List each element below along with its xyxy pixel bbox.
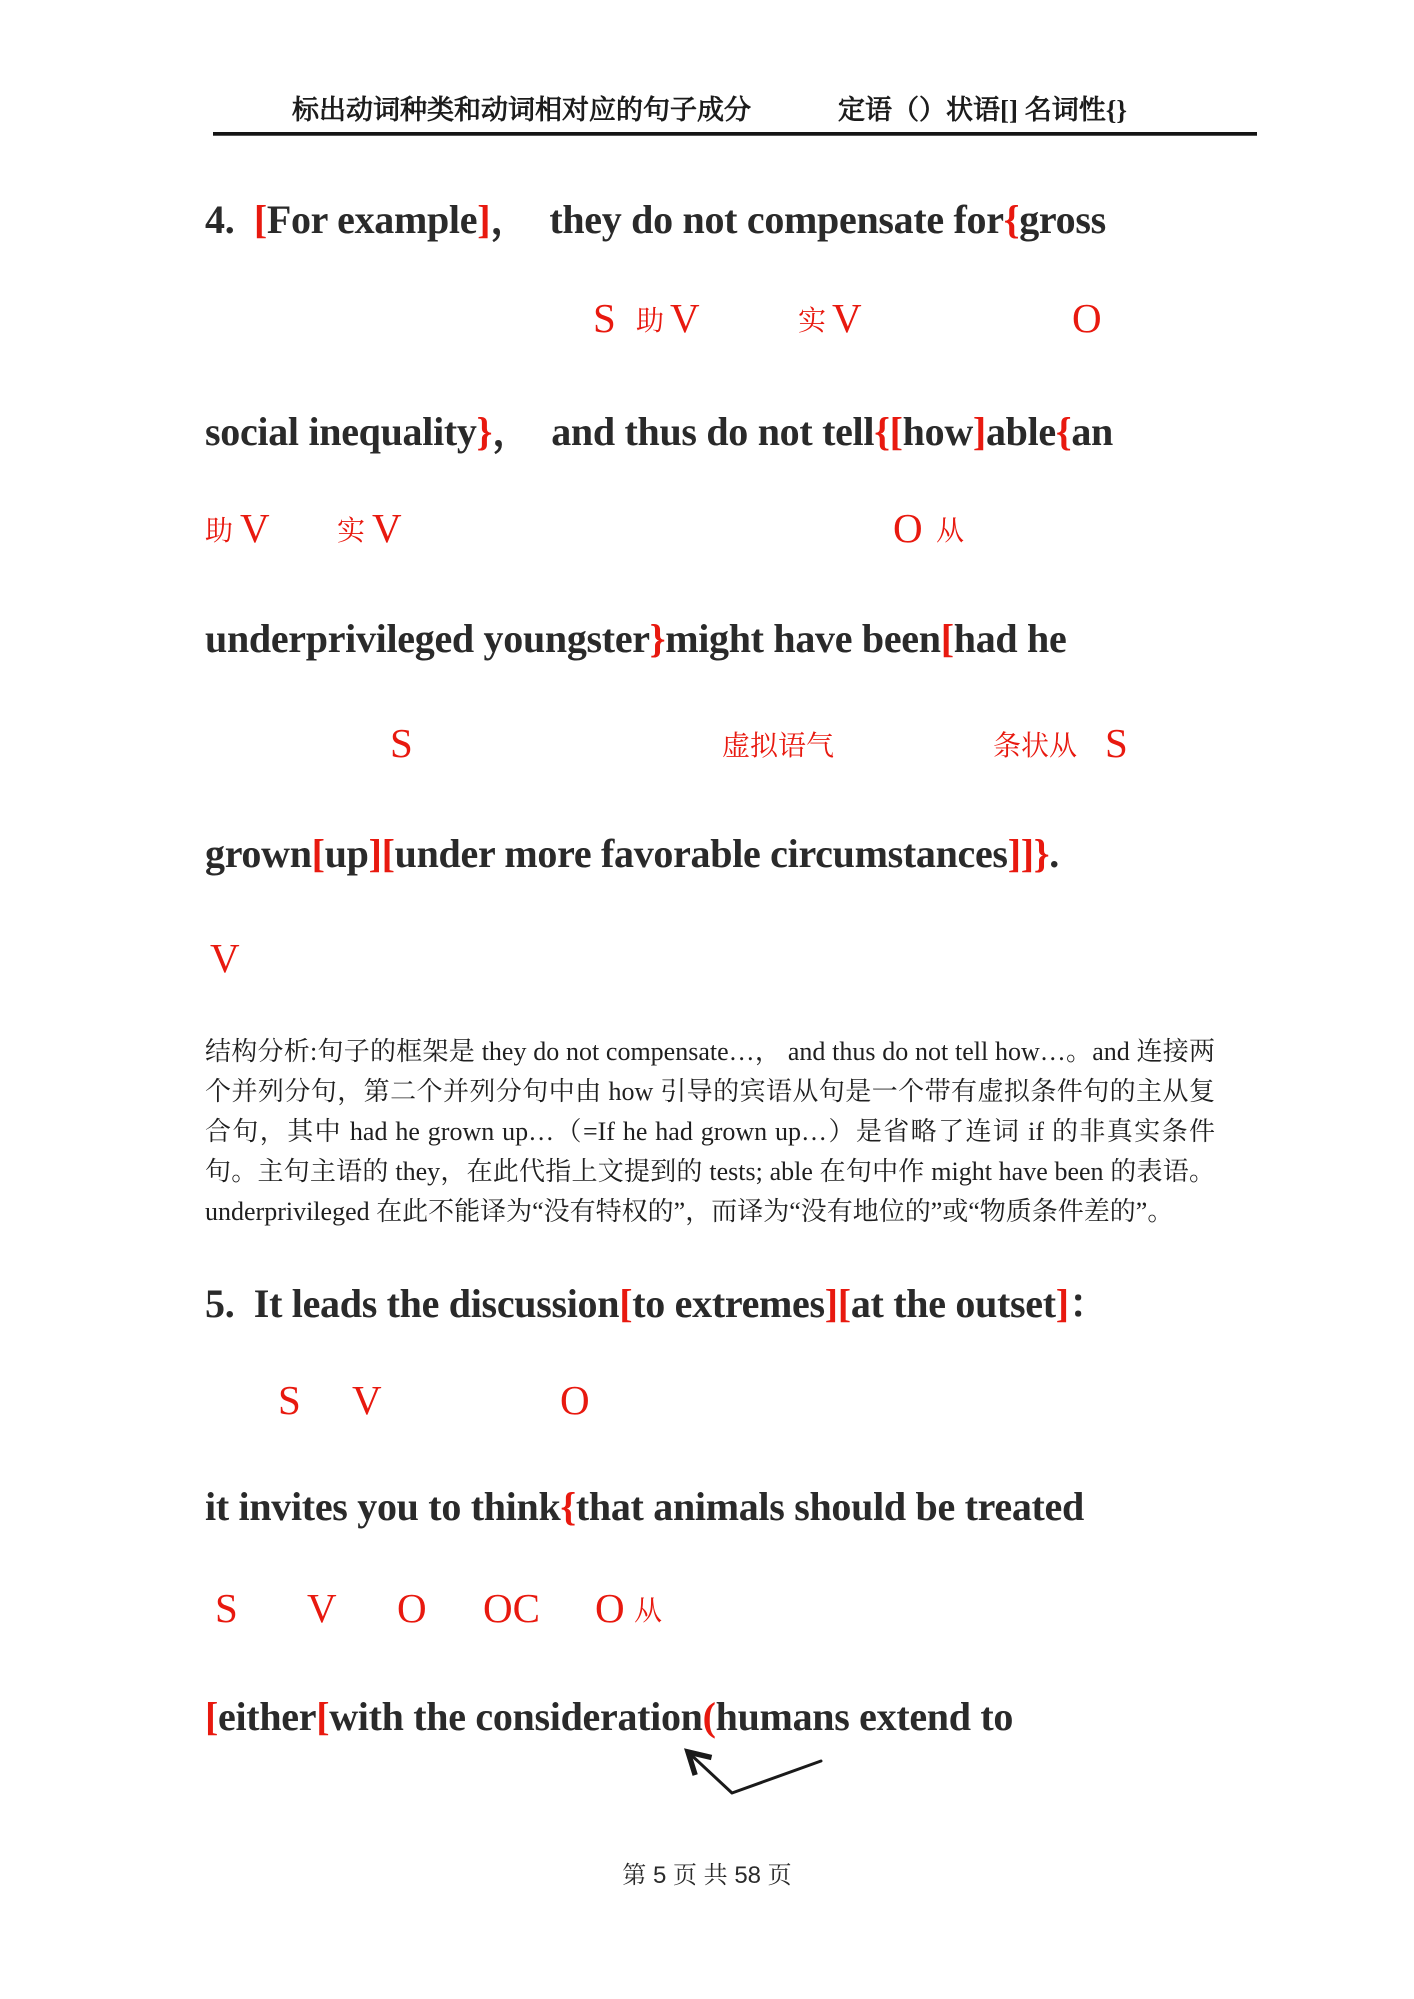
sentence-text: gross	[1019, 197, 1106, 242]
sentence-text: at the outset	[850, 1281, 1056, 1326]
sentence-text: to extremes	[632, 1281, 825, 1326]
sentence-text: either	[218, 1694, 317, 1739]
sentence-text: ：	[1068, 1281, 1109, 1326]
annotation-row-4	[0, 935, 1414, 988]
grammar-annotation: O	[1072, 295, 1102, 341]
sentence-text: 5. It leads the discussion	[205, 1281, 620, 1326]
grammar-annotation: O	[893, 505, 923, 551]
grammar-annotation: O	[560, 1377, 590, 1423]
sentence-text: up	[324, 831, 369, 876]
grammar-annotation: V	[240, 505, 270, 551]
sentence-text: grown	[205, 831, 312, 876]
sentence-text: had he	[953, 616, 1067, 661]
grammar-annotation: V	[307, 1585, 337, 1631]
grammar-bracket: ][	[368, 831, 395, 876]
header-legend: 定语（）状语[] 名词性{}	[838, 95, 1128, 125]
sentence-text: .	[1049, 831, 1059, 876]
sentence-4-line-3	[205, 615, 1066, 662]
grammar-annotation: O	[595, 1585, 625, 1631]
sentence-text: humans extend to	[715, 1694, 1014, 1739]
header-instruction: 标出动词种类和动词相对应的句子成分	[292, 95, 751, 125]
grammar-annotation: V	[372, 505, 402, 551]
grammar-bracket: {	[1055, 409, 1072, 454]
grammar-bracket: ][	[824, 1281, 851, 1326]
sentence-4-line-4	[205, 830, 1059, 877]
grammar-annotation: S	[593, 295, 616, 341]
sentence-text: might have been	[665, 616, 941, 661]
sentence-text: able	[985, 409, 1056, 454]
annotation-row-5	[0, 1377, 1414, 1430]
grammar-annotation: 实	[337, 516, 366, 547]
grammar-annotation: S	[1105, 720, 1128, 766]
grammar-annotation: V	[670, 295, 700, 341]
grammar-annotation: O	[397, 1585, 427, 1631]
page-number-footer: 第 5 页 共 58 页	[622, 1862, 792, 1889]
grammar-annotation: 从	[634, 1596, 663, 1627]
sentence-text: underprivileged youngster	[205, 616, 650, 661]
grammar-bracket: (	[702, 1694, 716, 1739]
grammar-bracket: ]	[972, 409, 986, 454]
sentence-text: they do not compensate for	[549, 197, 1004, 242]
grammar-bracket: {	[1003, 197, 1020, 242]
grammar-annotation: 助	[636, 306, 665, 337]
grammar-annotation: S	[278, 1377, 301, 1423]
annotation-row-6	[0, 1585, 1414, 1638]
grammar-bracket: [	[205, 1694, 219, 1739]
grammar-annotation: V	[832, 295, 862, 341]
sentence-text: that animals should be treated	[575, 1484, 1084, 1529]
hand-drawn-arrow	[640, 1730, 860, 1820]
grammar-annotation: OC	[483, 1585, 540, 1631]
structure-analysis-paragraph: 结构分析:句子的框架是 they do not compensate…， and thus do not tell how…。and 连接两个并列分句，第二个并列分句中由 how 引导的宾语从句是一个带有虚拟条件句的主从复合句，其中 had he grown up…（=If he had grown up…）是省略了连词 if 的非真实条件句。主句主语的 they，在此代指上文提到的 tests; able 在句中作 might have been 的表语。underprivileged 在此不能译为“没有特权的”，而译为“没有地位的”或“物质条件差的”。	[205, 1037, 1215, 1226]
grammar-bracket: }	[649, 616, 666, 661]
annotation-row-2	[0, 505, 1414, 558]
grammar-annotation: S	[215, 1585, 238, 1631]
annotation-row-1	[0, 295, 1414, 348]
sentence-text: 4.	[205, 197, 254, 242]
header-rule	[213, 132, 1257, 136]
grammar-bracket: ]]}	[1007, 831, 1050, 876]
grammar-bracket: {[	[874, 409, 903, 454]
grammar-bracket: [	[316, 1694, 330, 1739]
sentence-text: it invites you to think	[205, 1484, 561, 1529]
sentence-text: social inequality	[205, 409, 477, 454]
sentence-5-line-3	[205, 1693, 1013, 1740]
sentence-4-line-1	[205, 188, 1106, 245]
grammar-annotation: 从	[936, 516, 965, 547]
grammar-annotation: V	[210, 935, 240, 981]
sentence-5-line-2	[205, 1483, 1084, 1530]
grammar-annotation: 实	[798, 306, 827, 337]
grammar-annotation: 虚拟语气	[722, 731, 835, 762]
sentence-text: with the consideration	[329, 1694, 703, 1739]
sentence-4-line-2	[205, 400, 1113, 457]
grammar-bracket: [	[619, 1281, 633, 1326]
grammar-bracket: [	[311, 831, 325, 876]
sentence-text: how	[902, 409, 973, 454]
grammar-annotation: 助	[205, 516, 234, 547]
sentence-5-line-1	[205, 1272, 1109, 1329]
grammar-bracket: ]	[477, 197, 491, 242]
sentence-text: For example	[266, 197, 478, 242]
sentence-text: under more favorable circumstances	[394, 831, 1008, 876]
grammar-annotation: S	[390, 720, 413, 766]
grammar-bracket: ]	[1055, 1281, 1069, 1326]
grammar-annotation: V	[352, 1377, 382, 1423]
grammar-bracket: {	[560, 1484, 576, 1529]
grammar-annotation: 条状从	[993, 731, 1078, 762]
sentence-text: ，	[492, 409, 552, 454]
grammar-bracket: }	[476, 409, 493, 454]
sentence-text: and thus do not tell	[551, 409, 875, 454]
sentence-text: an	[1071, 409, 1113, 454]
grammar-bracket: [	[253, 197, 267, 242]
grammar-bracket: [	[940, 616, 954, 661]
annotation-row-3	[0, 720, 1414, 773]
sentence-text: ，	[490, 197, 550, 242]
